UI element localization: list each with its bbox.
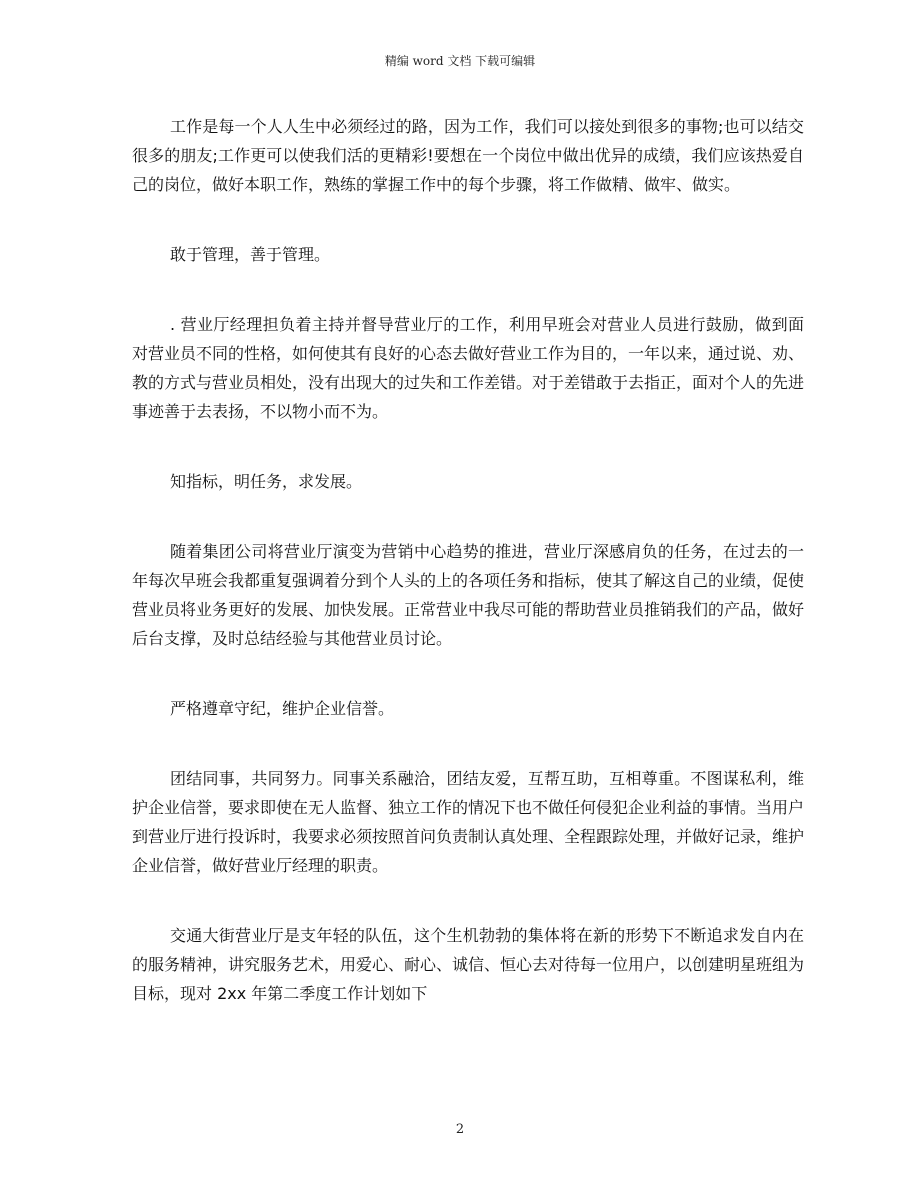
document-body xyxy=(132,112,804,1049)
paragraph-conclusion: 交通大街营业厅是支年轻的队伍，这个生机勃勃的集体将在新的形势下不断追求发自内在的服务精神，讲究服务艺术，用爱心、耐心、诚信、恒心去对待每一位用户，以创建明星班组为目标，现对 2xx 年第二季度工作计划如下 xyxy=(132,926,805,1003)
paragraph-intro: 工作是每一个人人生中必须经过的路，因为工作，我们可以接处到很多的事物;也可以结交很多的朋友;工作更可以使我们活的更精彩!要想在一个岗位中做出优异的成绩，我们应该热爱自己的岗位，做好本职工作，熟练的掌握工作中的每个步骤，将工作做精、做牢、做实。 xyxy=(132,117,804,194)
paragraph-heading-management: 敢于管理，善于管理。 xyxy=(170,245,331,264)
paragraph-heading-indicators: 知指标，明任务，求发展。 xyxy=(170,472,363,491)
page-header: 精编 word 文档 下载可编辑 xyxy=(384,54,536,68)
paragraph-management: . 营业厅经理担负着主持并督导营业厅的工作，利用早班会对营业人员进行鼓励，做到面对营业员不同的性格，如何使其有良好的心态去做好营业工作为目的，一年以来，通过说、劝、教的方式与营业员相处，没有出现大的过失和工作差错。对于差错敢于去指正，面对个人的先进事迹善于去表扬，不以物小而不为。 xyxy=(132,315,805,421)
paragraph-indicators: 随着集团公司将营业厅演变为营销中心趋势的推进，营业厅深感肩负的任务，在过去的一年每次早班会我都重复强调着分到个人头的上的各项任务和指标，使其了解这自己的业绩，促使营业员将业务更好的发展、加快发展。正常营业中我尽可能的帮助营业员推销我们的产品，做好后台支撑，及时总结经验与其他营业员讨论。 xyxy=(132,542,805,648)
page-number: 2 xyxy=(455,1122,465,1137)
paragraph-teamwork: 团结同事，共同努力。同事关系融洽，团结友爱，互帮互助，互相尊重。不图谋私利，维护企业信誉，要求即使在无人监督、独立工作的情况下也不做任何侵犯企业利益的事情。当用户到营业厅进行投诉时，我要求必须按照首问负责制认真处理、全程跟踪处理，并做好记录，维护企业信誉，做好营业厅经理的职责。 xyxy=(132,769,805,875)
paragraph-heading-discipline: 严格遵章守纪，维护企业信誉。 xyxy=(170,699,395,718)
